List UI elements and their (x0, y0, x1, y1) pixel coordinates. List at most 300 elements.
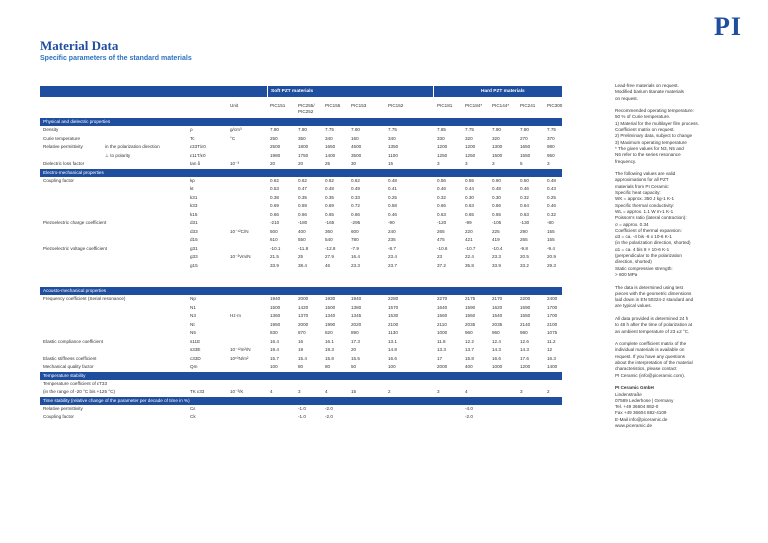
table-cell: 0.65 (465, 211, 474, 217)
table-row (40, 312, 562, 321)
table-cell: 0.32 (520, 194, 529, 200)
table-cell: 0.55 (465, 177, 474, 183)
table-cell: 1350 (388, 144, 399, 149)
table-cell: 0.47 (298, 186, 307, 191)
table-cell: 1250 (465, 152, 476, 158)
table-cell: 15.8 (325, 355, 334, 361)
row-label: Curie temperature (43, 135, 81, 141)
table-cell: 1940 (270, 296, 281, 301)
table-cell: 0.62 (325, 177, 334, 183)
table-row (40, 143, 562, 152)
table-cell: 7.60 (351, 127, 360, 132)
table-cell: 0.35 (298, 194, 307, 200)
table-cell: 50 (351, 364, 357, 369)
note-line: materials from PI Ceramic: (615, 183, 670, 189)
row-symbol: s33E (190, 347, 201, 352)
table-cell: 2100 (388, 321, 399, 327)
table-row (40, 135, 562, 144)
table-cell: -10.1 (270, 245, 281, 251)
table-cell: -9.4 (547, 245, 555, 251)
table-cell: 540 (325, 237, 333, 242)
row-symbol: k33 (190, 203, 198, 208)
table-cell: 2020 (351, 321, 362, 327)
row-label: (in the range of -20 °C bis +125 °C) (43, 389, 115, 394)
note-paragraph (615, 341, 755, 379)
table-cell: 1590 (465, 304, 476, 310)
table-cell: 17 (437, 355, 443, 361)
table-cell: -90 (388, 220, 395, 225)
table-cell: 830 (270, 330, 278, 335)
table-cell: 23.3 (492, 254, 501, 259)
table-row (40, 329, 562, 338)
table-row (40, 338, 562, 347)
table-cell: 0.66 (351, 211, 360, 217)
table-cell: 15 (351, 389, 357, 394)
table-cell: 1200 (465, 144, 476, 149)
table-cell: 25 (298, 254, 304, 259)
address-line: Tel. +49 36604 882-0 (615, 404, 659, 410)
column-header-7: PIC144* (492, 103, 510, 108)
note-line: The data is determined using test (615, 284, 683, 290)
table-row (40, 363, 562, 372)
table-cell: 7.80 (270, 127, 279, 132)
table-cell: 30 (351, 161, 357, 166)
table-cell: 20 (298, 161, 304, 166)
table-cell: 1100 (388, 152, 398, 158)
row-label: Piezoelectric charge coefficient (43, 220, 107, 225)
row-label: Density (43, 127, 59, 132)
table-cell: 1560 (465, 313, 476, 318)
table-cell: -180 (298, 220, 308, 225)
table-cell: 0.65 (325, 211, 334, 217)
table-cell: 265 (437, 228, 445, 234)
row-label: Relative permittivity (43, 144, 83, 149)
table-cell: -105 (492, 220, 502, 225)
row-symbol: c33D (190, 355, 201, 361)
note-line: Recommended operating temperature: (615, 108, 694, 114)
table-cell: 0.25 (547, 194, 556, 200)
section-header: Acousto-mechanical properties (40, 287, 562, 295)
table-cell: 225 (492, 228, 500, 234)
table-cell: 80 (298, 364, 304, 369)
table-cell: 1750 (298, 152, 309, 158)
row-symbol: Qm (190, 364, 198, 369)
column-header-1: PIC255/ PIC252 (298, 103, 315, 114)
table-cell: 350 (298, 135, 306, 141)
note-paragraph (615, 285, 755, 310)
row-symbol: N3 (190, 313, 196, 318)
row-symbol: N5 (190, 330, 196, 335)
note-line: an ambient temperature of 23 ±2 °C. (615, 328, 690, 334)
table-cell: 19.4 (270, 347, 279, 352)
table-cell: 27.9 (325, 254, 334, 259)
table-cell: 1340 (325, 313, 336, 318)
table-cell: 1530 (388, 313, 399, 318)
table-cell: -10.4 (492, 245, 503, 251)
table-cell: 421 (465, 237, 473, 242)
table-cell: 0.56 (437, 177, 446, 183)
row-symbol: g15 (190, 262, 198, 268)
table-cell: 0.30 (492, 194, 501, 200)
table-cell: 1550 (520, 313, 531, 318)
column-header-2: PIC155 (325, 103, 341, 108)
table-cell: -165 (325, 220, 335, 225)
table-cell: 0.53 (270, 186, 279, 191)
note-line: Coefficient matrix on request. (615, 127, 675, 133)
table-cell: 7.80 (520, 127, 529, 132)
table-row (40, 202, 562, 211)
table-row (40, 126, 562, 135)
table-cell: 419 (492, 237, 500, 242)
row-label: Coupling factor (43, 177, 74, 183)
note-line: frequency. (615, 158, 637, 164)
table-cell: 21.5 (270, 254, 279, 259)
table-cell: 2100 (547, 321, 558, 327)
column-header-9: PIC300 (547, 103, 563, 108)
note-line: (in the polarization direction, shorted) (615, 240, 691, 246)
table-cell: 2500 (270, 144, 281, 149)
table-cell: 0.46 (437, 186, 446, 191)
table-cell: 12 (547, 347, 553, 352)
table-cell: 16.3 (547, 355, 556, 361)
table-cell: 1540 (492, 313, 503, 318)
table-cell: 17.6 (520, 355, 529, 361)
table-cell: 33.9 (492, 262, 501, 268)
table-cell: 1650 (520, 144, 531, 149)
table-cell: 23.4 (388, 254, 397, 259)
table-cell: 0.32 (547, 211, 556, 217)
table-cell: 0.66 (492, 203, 501, 208)
table-cell: 2175 (465, 296, 476, 301)
row-symbol: g33 (190, 254, 198, 259)
table-row (40, 295, 562, 304)
table-row (40, 219, 562, 228)
table-cell: 0.32 (437, 194, 446, 200)
table-cell: 0.44 (465, 186, 474, 191)
table-cell: 2 (388, 389, 391, 394)
table-row (40, 388, 562, 397)
table-row (40, 413, 562, 422)
table-row (40, 185, 562, 194)
table-cell: 16.4 (270, 338, 279, 344)
table-cell: 37.2 (437, 262, 446, 268)
table-cell: 0.66 (270, 211, 279, 217)
table-cell: 980 (547, 144, 555, 149)
table-cell: 20 (351, 347, 357, 352)
table-cell: 600 (351, 228, 359, 234)
row-symbol: d15 (190, 237, 198, 242)
table-cell: 3 (437, 161, 440, 166)
table-cell: 2000 (298, 321, 309, 327)
table-cell: 0.48 (492, 186, 501, 191)
table-cell: 13.3 (437, 347, 446, 352)
section-header: Time stability (relative change of the parameter per decade of time in %) (40, 397, 562, 405)
table-cell: 0.33 (351, 194, 360, 200)
table-cell: 35.8 (465, 262, 474, 268)
section-header: Temperature stability (40, 372, 562, 380)
table-cell: 2000 (437, 364, 448, 369)
note-line: laid down in EN 50324-2 standard and (615, 297, 694, 303)
table-cell: 960 (465, 330, 473, 335)
row-label: Elastic stiffness coefficient (43, 355, 97, 361)
table-cell: 1420 (298, 304, 309, 310)
table-cell: 23.3 (351, 262, 360, 268)
table-cell: 4 (325, 389, 328, 394)
row-unit: 10¹⁰N/m² (230, 355, 249, 361)
table-cell: 1500 (325, 304, 336, 310)
table-cell: 1590 (520, 304, 531, 310)
table-cell: 3 (547, 161, 550, 166)
table-cell: 15.5 (351, 355, 360, 361)
address-line: 07589 Lederhose | Germany (615, 397, 674, 403)
note-line: approximations for all PZT (615, 177, 669, 183)
table-cell: 20.9 (547, 254, 556, 259)
row-unit: 10⁻¹²m²/N (230, 347, 251, 352)
address-line: Lindenstraße (615, 391, 642, 397)
row-sublabel: ⊥ to polarity (105, 152, 131, 158)
table-cell: 1550 (520, 152, 531, 158)
column-header-3: PIC153 (351, 103, 367, 108)
note-line: 3) Maximum operating temperature (615, 139, 687, 145)
table-row (40, 194, 562, 203)
column-header-8: PIC241 (520, 103, 536, 108)
table-cell: -12.8 (325, 245, 336, 251)
table-cell: 1940 (351, 296, 362, 301)
note-line: pieces with the geometric dimensions (615, 290, 692, 296)
table-cell: 15.4 (298, 355, 307, 361)
row-symbol: k31 (190, 194, 198, 200)
table-cell: -2.0 (325, 414, 333, 419)
table-cell: 3 (465, 161, 468, 166)
table-cell: 0.62 (298, 177, 307, 183)
table-row (40, 304, 562, 313)
table-cell: 3500 (351, 152, 362, 158)
table-cell: 100 (270, 364, 278, 369)
table-cell: 2035 (465, 321, 476, 327)
table-cell: 1950 (270, 321, 281, 327)
table-cell: 1200 (437, 144, 448, 149)
table-cell: 13.1 (388, 338, 397, 344)
row-symbol: ε11T/ε0 (190, 152, 206, 158)
note-line: Poisson's ratio (lateral contraction): (615, 215, 687, 221)
table-cell: 29.3 (547, 262, 556, 268)
row-label: Relative permittivity (43, 405, 83, 411)
table-cell: 11.2 (547, 338, 556, 344)
table-cell: -10.6 (437, 245, 448, 251)
table-cell: 780 (351, 237, 359, 242)
company-address (615, 385, 755, 429)
soft-pzt-group-label: Soft PZT materials (271, 89, 314, 94)
table-cell: 25 (325, 161, 331, 166)
table-cell: 370 (547, 135, 555, 141)
table-cell: 1930 (325, 296, 336, 301)
table-cell: -210 (270, 220, 280, 225)
table-cell: 2200 (520, 296, 531, 301)
note-line: about the interpretation of the material (615, 360, 693, 366)
row-label: Frequency coefficient (Serial resonance) (43, 296, 126, 301)
table-cell: 1560 (437, 313, 448, 318)
table-cell: 270 (520, 135, 528, 141)
table-cell: 320 (492, 135, 500, 141)
row-symbol: tan δ (190, 161, 201, 166)
row-symbol: s11E (190, 338, 201, 344)
unit-column-header: Unit (230, 103, 239, 108)
table-cell: 340 (325, 135, 333, 141)
table-cell: 0.69 (325, 203, 334, 208)
table-cell: 0.49 (351, 186, 360, 191)
row-label: Elastic compliance coefficient (43, 338, 103, 344)
table-cell: 400 (465, 364, 473, 369)
table-cell: 400 (298, 228, 306, 234)
table-cell: 1250 (437, 152, 448, 158)
table-cell: -295 (351, 220, 361, 225)
table-cell: 13.7 (465, 347, 474, 352)
table-cell: 0.48 (547, 177, 556, 183)
table-cell: 220 (465, 228, 473, 234)
table-row (40, 253, 562, 262)
table-cell: 1000 (437, 330, 448, 335)
note-line: Modified barium titanate materials (615, 89, 684, 95)
material-group-banner (40, 86, 562, 97)
row-label: Mechanical quality factor (43, 364, 94, 369)
table-cell: 3 (520, 389, 523, 394)
table-cell: 0.72 (351, 203, 360, 208)
table-cell: 4 (465, 389, 468, 394)
table-cell: 0.62 (270, 177, 279, 183)
row-symbol: Cε (190, 405, 196, 411)
table-cell: 265 (520, 237, 528, 242)
table-cell: 1800 (298, 144, 309, 149)
table-cell: 3 (298, 389, 301, 394)
table-cell: 7.75 (325, 127, 334, 132)
note-paragraph (615, 83, 755, 102)
table-cell: 1990 (325, 321, 336, 327)
note-line: to 48 h after the time of polarization at (615, 322, 693, 328)
table-cell: 2170 (492, 296, 503, 301)
table-cell: 0.69 (270, 203, 279, 208)
note-line: WK = approx. 350 J kg-1 K-1 (615, 196, 675, 202)
table-cell: 0.64 (520, 203, 529, 208)
table-cell: 1370 (298, 313, 309, 318)
table-cell: 5 (520, 161, 523, 166)
table-cell: 960 (492, 330, 500, 335)
note-line: WL = approx. 1.1 W m-1 K-1 (615, 208, 674, 214)
table-cell: 0.63 (437, 211, 446, 217)
note-line: 50 % of Curie temperature. (615, 114, 671, 120)
table-cell: 2 (547, 389, 550, 394)
table-row (40, 245, 562, 254)
row-label: Temperature coefficient of εT33 (43, 380, 108, 386)
table-cell: 890 (351, 330, 359, 335)
table-cell: 290 (520, 228, 528, 234)
table-cell: 2035 (492, 321, 503, 327)
table-cell: 0.50 (520, 177, 529, 183)
table-cell: 1700 (547, 304, 558, 310)
table-row (40, 177, 562, 186)
note-line: direction, shorted) (615, 259, 652, 265)
note-line: 1) Material for the multilayer film process. (615, 120, 699, 126)
note-paragraph (615, 316, 755, 335)
table-cell: -11.8 (298, 245, 309, 251)
table-cell: 12.4 (492, 338, 501, 344)
table-cell: 7.80 (298, 127, 307, 132)
table-cell: 980 (520, 330, 528, 335)
table-cell: 22.4 (465, 254, 474, 259)
row-unit: 10⁻³Vm/N (230, 254, 251, 259)
group-separator (433, 86, 434, 97)
row-symbol: k15 (190, 211, 198, 217)
row-symbol: Tc (190, 135, 195, 141)
table-cell: -120 (437, 220, 447, 225)
table-cell: 33.9 (270, 262, 279, 268)
table-row (40, 355, 562, 364)
row-symbol: ρ (190, 127, 193, 132)
note-line: > 600 MPa (615, 271, 638, 277)
table-cell: 7.90 (492, 127, 501, 132)
table-cell: 360 (325, 228, 333, 234)
note-line: Static compressive strength: (615, 265, 673, 271)
note-line: All data provided is determined 24 h (615, 315, 689, 321)
table-cell: 340 (388, 135, 396, 141)
table-cell: 0.43 (547, 186, 556, 191)
row-symbol: d31 (190, 220, 198, 225)
table-cell: 1000 (492, 364, 503, 369)
table-cell: 0.66 (298, 211, 307, 217)
table-cell: 12.6 (520, 338, 529, 344)
table-cell: 14.3 (492, 347, 501, 352)
table-cell: 38.4 (298, 262, 307, 268)
table-cell: 20 (270, 161, 276, 166)
section-header: Electro-mechanical properties (40, 169, 562, 177)
table-cell: 23.7 (388, 262, 397, 268)
table-cell: 16.6 (492, 355, 501, 361)
table-cell: -7.9 (351, 245, 359, 251)
section-gap (40, 270, 562, 287)
row-symbol: kp (190, 177, 195, 183)
table-cell: 0.66 (437, 203, 446, 208)
table-cell: 23 (437, 254, 443, 259)
table-cell: 870 (298, 330, 306, 335)
table-cell: 3 (437, 389, 440, 394)
table-cell: -9.8 (520, 245, 528, 251)
table-cell: 0.38 (270, 194, 279, 200)
note-line: 2) Preliminary data, subject to change (615, 133, 693, 139)
table-cell: 1300 (492, 144, 503, 149)
note-line: (perpendicular to the polarization (615, 253, 682, 259)
hard-pzt-group-label: Hard PZT materials (481, 89, 525, 94)
table-cell: 610 (270, 237, 278, 242)
row-symbol: g31 (190, 245, 198, 251)
table-cell: 550 (298, 237, 306, 242)
note-line: A complete coefficient matrix of the (615, 341, 687, 347)
table-cell: 14.8 (388, 347, 397, 352)
table-cell: 2140 (520, 321, 531, 327)
page-title: Material Data (40, 38, 119, 53)
table-column-header (40, 97, 562, 118)
table-cell: 0.41 (388, 186, 397, 191)
table-cell: 155 (547, 237, 555, 242)
table-row (40, 321, 562, 330)
note-line: individual materials is available on (615, 347, 685, 353)
table-cell: -2.0 (465, 414, 473, 419)
notes-sidebar (615, 83, 755, 436)
table-cell: 3 (492, 161, 495, 166)
table-cell: 330 (437, 135, 445, 141)
table-cell: 0.62 (351, 177, 360, 183)
row-sublabel: in the polarization direction (105, 144, 160, 149)
table-cell: 1130 (388, 330, 398, 335)
table-cell: 1640 (437, 304, 448, 310)
